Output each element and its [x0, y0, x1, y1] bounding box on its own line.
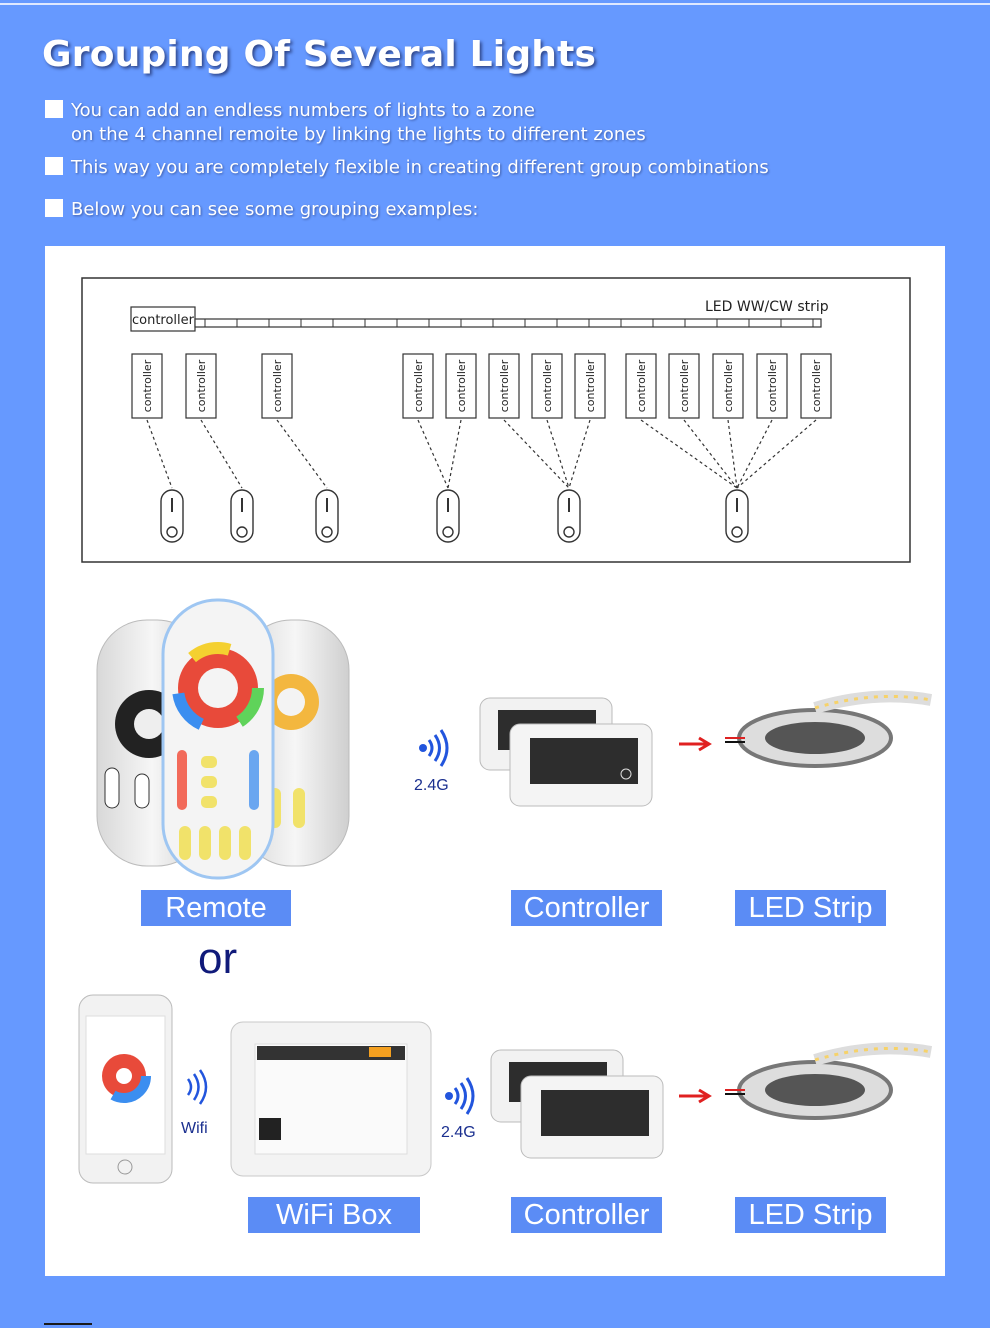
wifi-signal-icon: [184, 1069, 214, 1105]
controller-label: controller: [271, 359, 284, 413]
link-line: [147, 420, 172, 488]
bullet-2-text: This way you are completely flexible in creating different group combinations: [71, 157, 769, 178]
grouping-diagram: [45, 246, 945, 576]
controller-label: controller: [455, 359, 468, 413]
wifi-box-image: [229, 1020, 434, 1180]
controller-box: [757, 354, 787, 418]
link-line: [569, 420, 590, 488]
controller-label: controller: [722, 359, 735, 413]
phone-image: [78, 994, 173, 1184]
controller-tag: Controller: [511, 890, 662, 926]
link-lines: [147, 420, 816, 488]
controller-box: [132, 354, 162, 418]
controller-image-2: [489, 1046, 679, 1166]
arrow-icon: [679, 736, 713, 752]
page-title: Grouping Of Several Lights: [42, 34, 597, 75]
zone-remote-icon: [316, 490, 338, 542]
controller-box: [713, 354, 743, 418]
arrow-icon-2: [679, 1088, 713, 1104]
controller-box: [403, 354, 433, 418]
controller-box: [446, 354, 476, 418]
link-line: [737, 420, 772, 488]
controller-box: [575, 354, 605, 418]
link-line: [418, 420, 448, 488]
controller-label: controller: [498, 359, 511, 413]
controller-tag-2: Controller: [511, 1197, 662, 1233]
controller-label: controller: [584, 359, 597, 413]
controller-label: controller: [766, 359, 779, 413]
zone-remote-icon: [161, 490, 183, 542]
link-line: [684, 420, 737, 488]
controller-label: controller: [678, 359, 691, 413]
controller-box: [186, 354, 216, 418]
link-line: [504, 420, 569, 488]
controller-label: controller: [195, 359, 208, 413]
controller-box: [669, 354, 699, 418]
bullet-3-text: Below you can see some grouping examples:: [71, 199, 479, 220]
bullet-2: [45, 156, 769, 180]
bullet-1-line-2: on the 4 channel remoite by linking the lights to different zones: [71, 124, 646, 145]
zone-remote-icon: [231, 490, 253, 542]
link-line: [737, 420, 816, 488]
bullet-1-line-1: You can add an endless numbers of lights to a zone: [71, 100, 535, 121]
bullet-1: [45, 99, 646, 147]
controller-label: controller: [412, 359, 425, 413]
controller-box: [489, 354, 519, 418]
led-strip-tag: LED Strip: [735, 890, 886, 926]
wifi-label: Wifi: [181, 1120, 208, 1137]
signal-icon: [415, 728, 455, 768]
link-line: [277, 420, 327, 488]
bullet-3: [45, 198, 478, 222]
led-strip-tag-2: LED Strip: [735, 1197, 886, 1233]
bullet-square-icon: [45, 100, 63, 118]
controller-box: [801, 354, 831, 418]
main-controller-label: controller: [131, 313, 195, 328]
controller-group: [132, 354, 831, 418]
led-strip-image-2: [725, 1030, 935, 1130]
signal-icon-2: [441, 1076, 481, 1116]
link-line: [201, 420, 242, 488]
signal-label: 2.4G: [414, 777, 449, 794]
zone-remote-icon: [726, 490, 748, 542]
content-panel: [45, 246, 945, 1276]
controller-box: [532, 354, 562, 418]
led-strip-label: LED WW/CW strip: [705, 299, 829, 315]
led-strip-bar: [195, 319, 821, 327]
wifi-box-tag: WiFi Box: [248, 1197, 420, 1233]
link-line: [547, 420, 569, 488]
link-line: [448, 420, 461, 488]
bullet-square-icon: [45, 157, 63, 175]
remote-tag: Remote: [141, 890, 291, 926]
led-strip-image: [725, 678, 935, 778]
bullet-square-icon: [45, 199, 63, 217]
zone-remote-icon: [437, 490, 459, 542]
top-rule: [0, 3, 990, 5]
controller-label: controller: [141, 359, 154, 413]
controller-image: [478, 694, 668, 814]
controller-box: [262, 354, 292, 418]
link-line: [641, 420, 737, 488]
zone-remote-icon: [558, 490, 580, 542]
or-separator: or: [198, 934, 238, 983]
controller-label: controller: [810, 359, 823, 413]
zone-remote-group: [161, 490, 748, 542]
controller-label: controller: [541, 359, 554, 413]
remote-image: [93, 598, 353, 883]
signal-label-2: 2.4G: [441, 1124, 476, 1141]
bottom-mark: [44, 1323, 92, 1325]
controller-box: [626, 354, 656, 418]
controller-label: controller: [635, 359, 648, 413]
